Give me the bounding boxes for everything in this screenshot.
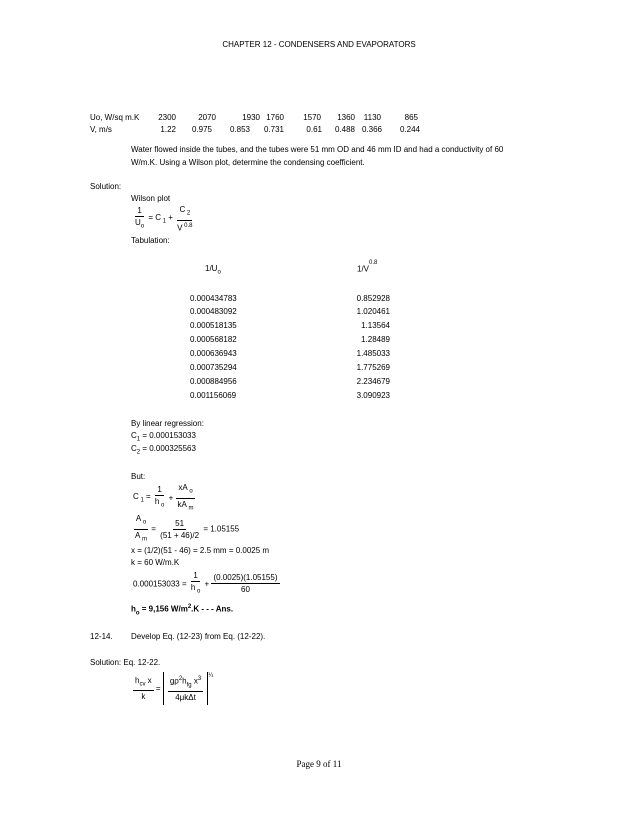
solution-label: Solution: Eq. 12-22.	[90, 658, 161, 667]
tab-cell: 2.234679	[356, 377, 390, 386]
tab-cell: 1.485033	[356, 349, 390, 358]
tab-cell: 3.090923	[356, 391, 390, 400]
table-cell: 1760	[266, 113, 284, 122]
table-cell: 2070	[198, 113, 216, 122]
table-cell: 0.731	[263, 125, 284, 134]
answer: $h_o = 9,156$ $W/m^2.K$ - - - Ans.	[131, 604, 234, 617]
table-cell: 0.975	[191, 125, 212, 134]
c2-result: $C_2 = 0.000325563$	[131, 444, 196, 456]
table-cell: 0.61	[306, 125, 322, 134]
tab-cell: 0.000518135	[190, 321, 237, 330]
table-cell: 0.853	[229, 125, 250, 134]
table-cell: 1570	[303, 113, 321, 122]
table-cell: 1.22	[160, 125, 176, 134]
wilson-equation: $\frac{1}{U_o}$ = C $_1$ + $\frac{C _2}{V ^{0.8}}$	[135, 205, 193, 233]
x-line: x = (1/2)(51 - 46) = 2.5 mm = 0.0025 m	[131, 546, 270, 555]
tabulation-label: Tabulation:	[131, 236, 170, 245]
problem-number: 12-14.	[90, 632, 113, 641]
chapter-header: CHAPTER 12 - CONDENSERS AND EVAPORATORS	[222, 40, 416, 49]
table-cell: 2300	[158, 113, 176, 122]
table-row-label: Uo, W/sq m.K	[90, 113, 140, 122]
tab-cell: 0.001156069	[190, 391, 237, 400]
problem-statement-line: W/m.K. Using a Wilson plot, determine the condensing coefficient.	[131, 158, 365, 167]
table-cell: 865	[404, 113, 418, 122]
problem-statement-line: Water flowed inside the tubes, and the tubes were 51 mm OD and 46 mm ID and had a conductivity of 60	[131, 145, 504, 154]
tab-cell: 0.000884956	[190, 377, 237, 386]
area-ratio-formula: $\frac{A _o}{A _m}$ = $\frac{51}{(51 + 46)/2}$ = 1.05155	[135, 514, 240, 543]
problem-statement: Develop Eq. (12-23) from Eq. (12-22).	[131, 632, 266, 641]
tab-cell: 1.13564	[361, 321, 390, 330]
table-cell: 1130	[363, 113, 381, 122]
c1-result: $C_1 = 0.000153033$	[131, 431, 196, 443]
table-cell: 0.366	[361, 125, 382, 134]
col1-header: $1/U_o$	[205, 264, 221, 276]
but-label: But:	[131, 472, 146, 481]
tab-cell: 1.775269	[356, 363, 390, 372]
col2-header: $1/V^{0.8}$	[357, 260, 378, 274]
tab-cell: 1.28489	[361, 335, 390, 344]
c1-formula: C $_1$ = $\frac{1}{h _o}$ + $\frac{xA _o}{kA _m}$	[133, 483, 194, 512]
table-cell: 1360	[337, 113, 355, 122]
tab-cell: 0.852928	[356, 294, 390, 303]
table-cell: 0.244	[399, 125, 420, 134]
k-line: k = 60 W/m.K	[131, 558, 180, 567]
table-cell: 0.488	[334, 125, 355, 134]
tab-cell: 0.000434783	[190, 294, 237, 303]
tab-cell: 0.000483092	[190, 307, 237, 316]
tab-cell: 0.000568182	[190, 335, 237, 344]
substituted-equation: 0.000153033 = $\frac{1}{h _o}$ + $\frac{(0.0025)(1.05155)}{60}$	[133, 571, 278, 595]
eq-12-22: $\frac{h_{cv} x}{k}$ = $\frac{g\rho^2h_{fg} x^3}{\text{4μkΔt}}$ $^{\frac{1}{4}}$	[133, 672, 213, 705]
tab-cell: 0.000636943	[190, 349, 237, 358]
table-row-label: V, m/s	[90, 125, 112, 134]
solution-label: Solution:	[90, 182, 122, 191]
page-number: Page 9 of 11	[296, 759, 342, 769]
table-cell: 1930	[242, 113, 260, 122]
wilson-plot-label: Wilson plot	[131, 194, 171, 203]
tab-cell: 1.020461	[356, 307, 390, 316]
regression-label: By linear regression:	[131, 419, 204, 428]
tab-cell: 0.000735294	[190, 363, 237, 372]
